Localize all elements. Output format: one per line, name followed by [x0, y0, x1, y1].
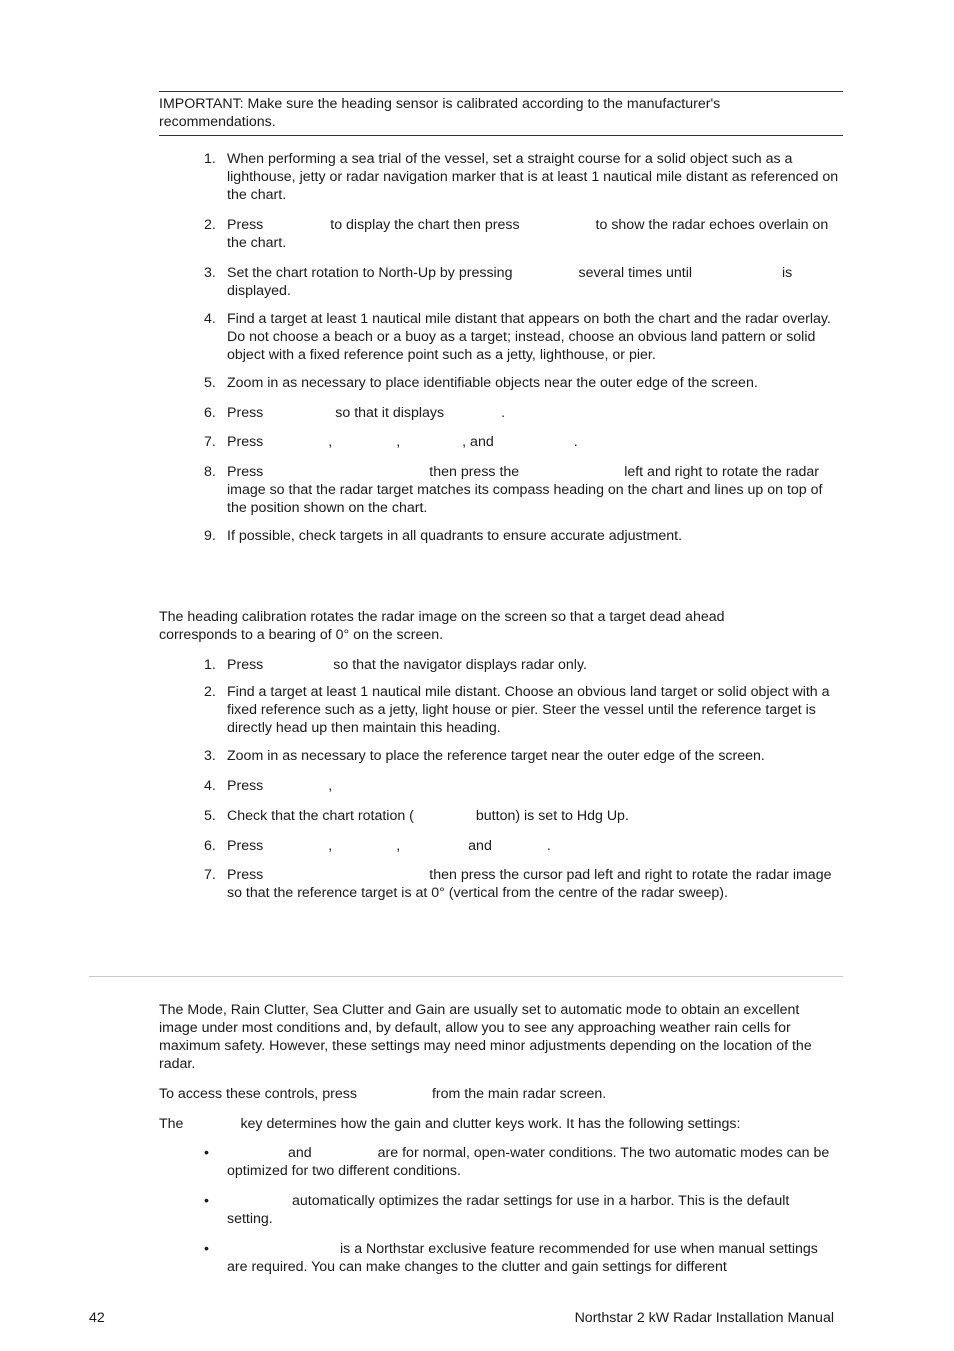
step-text: [227, 463, 839, 517]
mode-key-intro: [159, 1115, 839, 1133]
step-text-part: Press: [227, 217, 264, 233]
step-text-part: Press: [227, 867, 264, 883]
step-text: [227, 837, 839, 855]
bullet-text-part: are for normal, open-water conditions. The two automatic modes can be optimized for two different conditions.: [227, 1145, 830, 1179]
step-text-part: ,: [328, 838, 333, 854]
step-text-part: ,: [328, 778, 333, 794]
step-text-part: Press: [227, 405, 264, 421]
step-text-part: button) is set to Hdg Up.: [475, 808, 629, 824]
step-number: 2.: [204, 684, 216, 700]
bullet-mark: •: [204, 1145, 209, 1161]
step-number: 6.: [204, 405, 216, 421]
step-text: [227, 216, 839, 252]
step-number: 1.: [204, 151, 216, 167]
step-text: Find a target at least 1 nautical mile distant that appears on both the chart and the radar overlay. Do not choose a beach or a buoy as a target; instead, choose an obvious land pattern or solid object with a fixed reference point such as a jetty, lighthouse, or pier.: [227, 311, 831, 363]
bullet-text: [227, 1240, 839, 1276]
step-text: [227, 264, 839, 300]
step-text-part: Press: [227, 464, 264, 480]
page-number: 42: [89, 1310, 105, 1326]
step-number: 5.: [204, 375, 216, 391]
important-note: IMPORTANT: Make sure the heading sensor is calibrated according to the manufacturer's recommendations.: [159, 96, 721, 130]
step-text-part: Press: [227, 838, 264, 854]
step-text-part: several times until: [578, 265, 693, 281]
step-number: 8.: [204, 464, 216, 480]
step-text-part: and: [468, 838, 492, 854]
step-text: Zoom in as necessary to place the reference target near the outer edge of the screen.: [227, 748, 765, 764]
step-number: 9.: [204, 528, 216, 544]
mode-key-part: key determines how the gain and clutter keys work. It has the following settings:: [240, 1116, 741, 1132]
step-number: 3.: [204, 748, 216, 764]
step-text-part: Press: [227, 434, 264, 450]
mode-key-part: The: [159, 1116, 184, 1132]
step-text-part: .: [546, 838, 551, 854]
bullet-text-part: automatically optimizes the radar settings for use in a harbor. This is the default setting.: [227, 1193, 790, 1227]
step-text-part: then press the cursor pad left and right to rotate the radar image so that the reference target is at 0° (vertical from the centre of the radar sweep).: [227, 867, 832, 901]
bullet-mark: •: [204, 1193, 209, 1209]
important-bottom-rule: [159, 135, 843, 136]
step-number: 1.: [204, 657, 216, 673]
step-text: [227, 404, 839, 422]
bullet-text: [227, 1192, 839, 1228]
bullet-text-part: is a Northstar exclusive feature recommended for use when manual settings are required. You can make changes to the clutter and gain settings for different: [227, 1241, 818, 1275]
step-number: 3.: [204, 265, 216, 281]
step-text: [227, 433, 839, 451]
step-text: Zoom in as necessary to place identifiable objects near the outer edge of the screen.: [227, 375, 758, 391]
step-number: 4.: [204, 311, 216, 327]
heading-intro: The heading calibration rotates the radar image on the screen so that a target dead ahead corresponds to a bearing of 0° on the screen.: [159, 609, 725, 643]
bullet-text-part: and: [288, 1145, 312, 1161]
step-text-part: to show the radar echoes overlain on the chart.: [227, 217, 829, 251]
modes-intro: The Mode, Rain Clutter, Sea Clutter and Gain are usually set to automatic mode to obtain an excellent image under most conditions and, by default, allow you to see any approaching weather rain cells for maximum safety. However, these settings may need minor adjustments depending on the location of the radar.: [159, 1002, 812, 1072]
step-text: Find a target at least 1 nautical mile distant. Choose an obvious land target or solid object with a fixed reference such as a jetty, light house or pier. Steer the vessel until the reference target is directly head up then maintain this heading.: [227, 684, 830, 736]
step-number: 7.: [204, 867, 216, 883]
step-text-part: ,: [396, 434, 401, 450]
step-text: [227, 656, 839, 674]
step-text-part: so that the navigator displays radar only.: [333, 657, 587, 673]
section-divider: [89, 976, 843, 977]
manual-title: Northstar 2 kW Radar Installation Manual: [574, 1310, 834, 1326]
step-text-part: .: [501, 405, 506, 421]
step-text-part: then press the: [429, 464, 520, 480]
step-text-part: Press: [227, 657, 264, 673]
step-text: [227, 777, 839, 795]
bullet-mark: •: [204, 1241, 209, 1257]
step-text-part: so that it displays: [335, 405, 445, 421]
step-number: 2.: [204, 217, 216, 233]
step-number: 5.: [204, 808, 216, 824]
step-number: 6.: [204, 838, 216, 854]
step-text-part: Press: [227, 778, 264, 794]
access-controls: [159, 1085, 839, 1103]
step-text-part: left and right to rotate the radar image so that the radar target matches its compass heading on the chart and lines up on top of the position shown on the chart.: [227, 464, 823, 516]
step-text-part: ,: [396, 838, 401, 854]
step-text-part: , and: [462, 434, 494, 450]
step-text-part: ,: [328, 434, 333, 450]
step-text: When performing a sea trial of the vessel, set a straight course for a solid object such as a lighthouse, jetty or radar navigation marker that is at least 1 nautical mile distant as referenced on the chart.: [227, 151, 839, 203]
step-text: [227, 807, 839, 825]
step-number: 4.: [204, 778, 216, 794]
step-text: If possible, check targets in all quadrants to ensure accurate adjustment.: [227, 528, 683, 544]
step-number: 7.: [204, 434, 216, 450]
bullet-text: [227, 1144, 839, 1180]
access-part: To access these controls, press: [159, 1086, 357, 1102]
step-text-part: Check that the chart rotation (: [227, 808, 414, 824]
step-text-part: .: [573, 434, 578, 450]
access-part: from the main radar screen.: [431, 1086, 607, 1102]
step-text-part: to display the chart then press: [330, 217, 520, 233]
step-text-part: Set the chart rotation to North-Up by pressing: [227, 265, 513, 281]
step-text-part: is displayed.: [227, 265, 793, 299]
step-text: [227, 866, 839, 902]
important-top-rule: [159, 91, 843, 92]
